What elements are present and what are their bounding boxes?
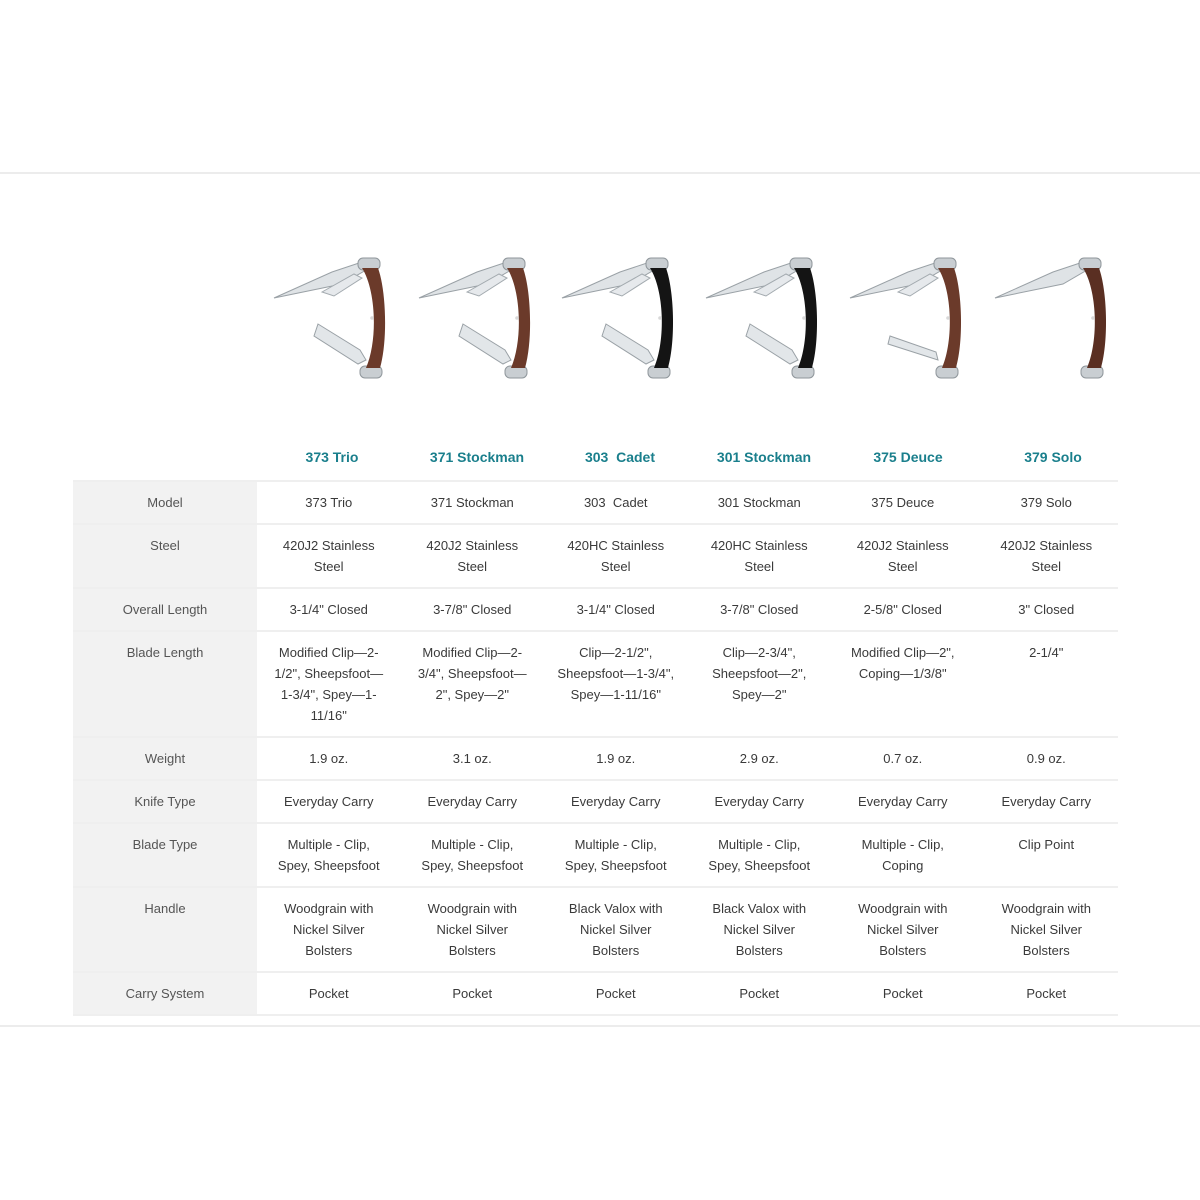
table-cell (688, 481, 832, 524)
cell-value: 371 Stockman (430, 495, 514, 510)
table-cell (257, 972, 401, 1015)
table-cell (544, 737, 688, 780)
row-label: Knife Type (73, 780, 257, 823)
table-cell (831, 631, 975, 737)
model-header-link[interactable]: 371 Stockman (429, 449, 525, 465)
cell-value: Everyday Carry (570, 794, 661, 809)
cell-value: Woodgrain with Nickel Silver Bolsters (427, 901, 517, 958)
cell-value: 3-7/8" Closed (720, 602, 799, 617)
table-cell (688, 887, 832, 972)
cell-value: Modified Clip—2", Coping—1/3/8" (850, 645, 955, 681)
cell-value: 379 Solo (1020, 495, 1072, 510)
table-cell (257, 588, 401, 631)
cell-value: Black Valox with Nickel Silver Bolsters (712, 901, 807, 958)
knife-image (983, 240, 1123, 390)
table-cell (401, 737, 545, 780)
model-header-link[interactable]: 373 Trio (305, 449, 359, 465)
table-cell (975, 481, 1119, 524)
table-cell (831, 887, 975, 972)
cell-value: Pocket (882, 986, 923, 1001)
cell-value: Everyday Carry (1001, 794, 1092, 809)
table-cell (401, 588, 545, 631)
table-cell (975, 588, 1119, 631)
table-cell (257, 823, 401, 887)
table-cell (544, 887, 688, 972)
table-cell (688, 780, 832, 823)
row-label: Overall Length (73, 588, 257, 631)
model-header-link[interactable]: 379 Solo (1024, 449, 1082, 465)
cell-value: Everyday Carry (283, 794, 374, 809)
table-row (73, 780, 1118, 823)
table-row (73, 972, 1118, 1015)
cell-value: Clip—2-3/4", Sheepsfoot—2", Spey—2" (712, 645, 807, 702)
cell-value: 420HC Stainless Steel (710, 538, 808, 574)
bottom-divider (0, 1025, 1200, 1027)
table-cell (257, 737, 401, 780)
table-cell (688, 737, 832, 780)
table-cell (544, 972, 688, 1015)
table-cell (975, 780, 1119, 823)
cell-value: Multiple - Clip, Spey, Sheepsfoot (708, 837, 811, 873)
row-label: Carry System (73, 972, 257, 1015)
cell-value: Pocket (452, 986, 493, 1001)
cell-value: 2.9 oz. (739, 751, 779, 766)
table-cell (831, 737, 975, 780)
cell-value: Pocket (308, 986, 349, 1001)
cell-value: 3" Closed (1018, 602, 1075, 617)
comparison-table (73, 480, 1118, 1016)
cell-value: 2-1/4" (1029, 645, 1064, 660)
table-cell (688, 631, 832, 737)
model-header-link[interactable]: 301 Stockman (716, 449, 812, 465)
row-label: Model (73, 481, 257, 524)
model-header-link[interactable]: 303 ⁠ Cadet (584, 449, 656, 465)
model-header-link[interactable]: 375 Deuce (873, 449, 943, 465)
table-cell (831, 588, 975, 631)
cell-value: 0.9 oz. (1026, 751, 1066, 766)
table-cell (688, 823, 832, 887)
cell-value: Modified Clip—2-1/2", Sheepsfoot—1-3/4", Spey—1-11/16" (274, 645, 384, 723)
row-label: Blade Type (73, 823, 257, 887)
cell-value: Multiple - Clip, Spey, Sheepsfoot (277, 837, 380, 873)
cell-value: 420HC Stainless Steel (567, 538, 665, 574)
cell-value: Multiple - Clip, Spey, Sheepsfoot (564, 837, 667, 873)
cell-value: Pocket (595, 986, 636, 1001)
cell-value: Black Valox with Nickel Silver Bolsters (568, 901, 663, 958)
table-cell (975, 823, 1119, 887)
table-row (73, 737, 1118, 780)
knife-image (262, 240, 402, 390)
cell-value: Everyday Carry (857, 794, 948, 809)
cell-value: 420J2 Stainless Steel (426, 538, 519, 574)
table-cell (544, 631, 688, 737)
table-cell (688, 972, 832, 1015)
table-cell (831, 780, 975, 823)
cell-value: 420J2 Stainless Steel (1000, 538, 1093, 574)
table-row (73, 823, 1118, 887)
top-divider (0, 172, 1200, 174)
table-cell (831, 823, 975, 887)
cell-value: Modified Clip—2-3/4", Sheepsfoot—2", Spey—2" (417, 645, 527, 702)
cell-value: 373 Trio (305, 495, 353, 510)
knife-image (550, 240, 690, 390)
table-row (73, 524, 1118, 588)
table-row (73, 481, 1118, 524)
cell-value: Woodgrain with Nickel Silver Bolsters (1001, 901, 1091, 958)
cell-value: 3-1/4" Closed (576, 602, 655, 617)
table-cell (401, 972, 545, 1015)
table-cell (544, 823, 688, 887)
cell-value: Woodgrain with Nickel Silver Bolsters (858, 901, 948, 958)
cell-value: 420J2 Stainless Steel (856, 538, 949, 574)
table-cell (401, 481, 545, 524)
table-cell (257, 780, 401, 823)
table-cell (688, 524, 832, 588)
table-row (73, 887, 1118, 972)
table-cell (831, 481, 975, 524)
table-cell (257, 887, 401, 972)
cell-value: 420J2 Stainless Steel (282, 538, 375, 574)
table-row (73, 588, 1118, 631)
table-cell (401, 780, 545, 823)
table-cell (257, 481, 401, 524)
cell-value: 3.1 oz. (452, 751, 492, 766)
table-cell (401, 823, 545, 887)
table-cell (544, 481, 688, 524)
table-cell (401, 887, 545, 972)
row-label: Handle (73, 887, 257, 972)
table-cell (257, 524, 401, 588)
table-cell (975, 524, 1119, 588)
table-cell (975, 972, 1119, 1015)
table-cell (544, 780, 688, 823)
cell-value: Clip Point (1018, 837, 1075, 852)
knife-image (694, 240, 834, 390)
table-cell (975, 887, 1119, 972)
row-label: Blade Length (73, 631, 257, 737)
cell-value: 1.9 oz. (596, 751, 636, 766)
cell-value: Pocket (1026, 986, 1067, 1001)
cell-value: Pocket (739, 986, 780, 1001)
knife-image (407, 240, 547, 390)
cell-value: Clip—2-1/2", Sheepsfoot—1-3/4", Spey—1-11/16" (557, 645, 675, 702)
row-label: Weight (73, 737, 257, 780)
table-cell (975, 631, 1119, 737)
table-cell (688, 588, 832, 631)
cell-value: Everyday Carry (714, 794, 805, 809)
cell-value: Multiple - Clip, Coping (861, 837, 944, 873)
table-cell (401, 524, 545, 588)
knife-image (838, 240, 978, 390)
cell-value: 2-5/8" Closed (863, 602, 942, 617)
cell-value: 3-7/8" Closed (433, 602, 512, 617)
cell-value: 1.9 oz. (309, 751, 349, 766)
cell-value: Multiple - Clip, Spey, Sheepsfoot (421, 837, 524, 873)
cell-value: 301 Stockman (717, 495, 801, 510)
cell-value: 3-1/4" Closed (289, 602, 368, 617)
table-cell (544, 588, 688, 631)
table-cell (831, 972, 975, 1015)
table-cell (831, 524, 975, 588)
knife-image-row (262, 240, 1122, 390)
table-cell (257, 631, 401, 737)
model-header-row (262, 449, 1122, 477)
table-cell (975, 737, 1119, 780)
row-label: Steel (73, 524, 257, 588)
table-cell (544, 524, 688, 588)
cell-value: 0.7 oz. (883, 751, 923, 766)
cell-value: 375 Deuce (871, 495, 935, 510)
cell-value: 303 ⁠ Cadet (583, 495, 648, 510)
table-row (73, 631, 1118, 737)
table-cell (401, 631, 545, 737)
cell-value: Woodgrain with Nickel Silver Bolsters (284, 901, 374, 958)
cell-value: Everyday Carry (427, 794, 518, 809)
